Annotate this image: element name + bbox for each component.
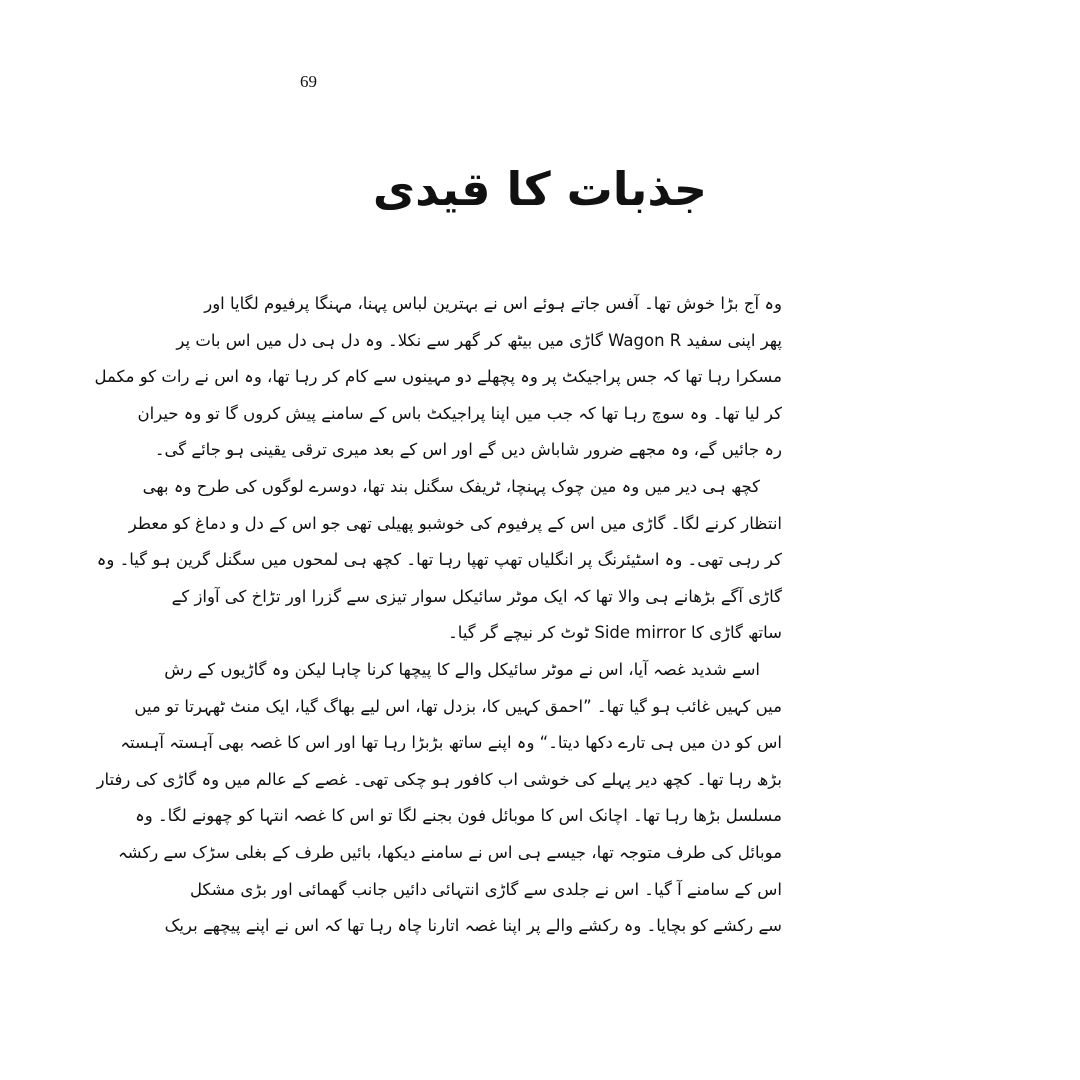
page-number: 69 — [300, 72, 317, 91]
text-line: اس کو دن میں ہی تارے دکھا دیتا۔“ وہ اپنے ساتھ بڑبڑا رہا تھا اور اس کا غصہ بھی آہستہ آہستہ — [120, 733, 782, 753]
text-line: مسکرا رہا تھا کہ جس پراجیکٹ پر وہ پچھلے دو مہینوں سے کام کر رہا تھا، وہ اس نے رات کو مکمل — [94, 367, 782, 387]
text-line: موبائل کی طرف متوجہ تھا، جیسے ہی اس نے سامنے دیکھا، بائیں طرف کے بغلی سڑک سے رکشہ — [117, 842, 782, 862]
text-line: بڑھ رہا تھا۔ کچھ دیر پہلے کی خوشی اب کافور ہو چکی تھی۔ غصے کے عالم میں وہ گاڑی کی رفتار — [96, 769, 782, 789]
paragraph — [94, 286, 782, 469]
chapter-title: جذبات کا قیدی — [372, 162, 708, 216]
text-line: کر لیا تھا۔ وہ سوچ رہا تھا کہ جب میں اپنا پراجیکٹ باس کے سامنے پیش کروں گا تو وہ حیران — [137, 403, 782, 423]
text-line: گاڑی آگے بڑھانے ہی والا تھا کہ ایک موٹر سائیکل سوار تیزی سے گزرا اور تڑاخ کی آواز کے — [171, 586, 782, 606]
text-line: کر رہی تھی۔ وہ اسٹیئرنگ پر انگلیاں تھپ تھپا رہا تھا۔ کچھ ہی لمحوں میں سگنل گرین ہو گیا۔ وہ — [96, 550, 782, 570]
text-line: ساتھ گاڑی کا Side mirror ٹوٹ کر نیچے گر گیا۔ — [448, 623, 782, 643]
text-line: اسے شدید غصہ آیا، اس نے موٹر سائیکل والے کا پیچھا کرنا چاہا لیکن وہ گاڑیوں کے رش — [164, 659, 760, 679]
paragraph — [96, 469, 782, 652]
text-line: مسلسل بڑھا رہا تھا۔ اچانک اس کا موبائل فون بجنے لگا تو اس کا غصہ انتہا کو چھونے لگا۔ وہ — [135, 806, 782, 826]
text-line: میں کہیں غائب ہو گیا تھا۔ ”احمق کہیں کا، بزدل تھا، اس لیے بھاگ گیا، ایک منٹ ٹھہرتا تو میں — [134, 696, 782, 716]
text-line: رہ جائیں گے، وہ مجھے ضرور شاباش دیں گے اور اس کے بعد میری ترقی یقینی ہو جائے گی۔ — [154, 440, 782, 460]
paragraph — [96, 652, 782, 945]
text-line: اس کے سامنے آ گیا۔ اس نے جلدی سے گاڑی انتہائی دائیں جانب گھمائی اور بڑی مشکل — [189, 879, 782, 899]
text-line: سے رکشے کو بچایا۔ وہ رکشے والے پر اپنا غصہ اتارنا چاہ رہا تھا کہ اس نے اپنے پیچھے بریک — [164, 916, 782, 936]
text-line: انتظار کرنے لگا۔ گاڑی میں اس کے پرفیوم کی خوشبو پھیلی تھی جو اس کے دل و دماغ کو معطر — [128, 513, 782, 533]
text-line: پھر اپنی سفید Wagon R گاڑی میں بیٹھ کر گھر سے نکلا۔ وہ دل ہی دل میں اس بات پر — [176, 330, 782, 350]
text-line: وہ آج بڑا خوش تھا۔ آفس جاتے ہوئے اس نے بہترین لباس پہنا، مہنگا پرفیوم لگایا اور — [204, 294, 782, 313]
text-line: کچھ ہی دیر میں وہ مین چوک پہنچا، ٹریفک سگنل بند تھا، دوسرے لوگوں کی طرح وہ بھی — [142, 476, 760, 496]
body-text — [94, 286, 782, 945]
